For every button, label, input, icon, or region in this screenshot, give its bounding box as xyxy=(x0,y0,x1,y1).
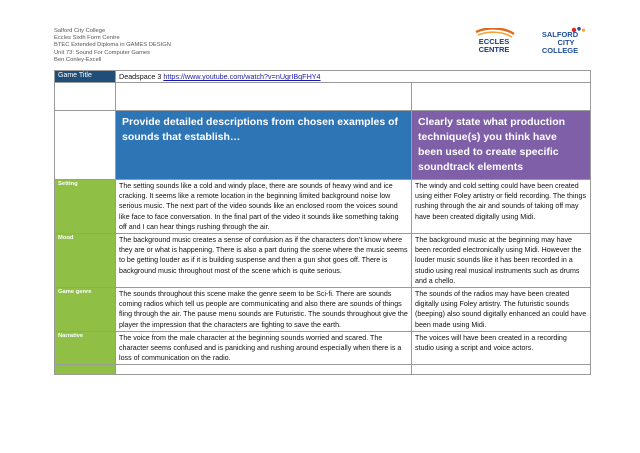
empty-row xyxy=(55,365,591,375)
eccles-logo-text-1: ECCLES xyxy=(478,37,510,46)
empty-row-label xyxy=(55,365,116,375)
row-label-mood: Mood xyxy=(55,234,116,288)
setting-description: The setting sounds like a cold and windy place, there are sounds of heavy wind and ice cracking. It seems like a remote location in the beginning limited background noise low serious music. The next part of the video sounds like an enclosed room the voices sound like face to face conversation. In the final part of the video it sounds like something taking off and I can hear things rushing through the air. xyxy=(116,180,412,234)
genre-technique: The sounds of the radios may have been created digitally using Foley artistry. The futuristic sounds (beeping) also sound digitally enhanced an could have been made using Midi. xyxy=(412,288,591,332)
spacer-cell xyxy=(55,83,116,111)
spacer-cell xyxy=(116,83,412,111)
setting-technique: The windy and cold setting could have been created using either Foley artistry or field recording. The things rushing through the air and sounds of taking off may have been created digitally using Midi. xyxy=(412,180,591,234)
salford-logo-text-2: CITY xyxy=(557,38,575,47)
table-row xyxy=(55,234,591,288)
centre-name: Eccles Sixth Form Centre xyxy=(54,35,120,42)
empty-cell xyxy=(116,365,412,375)
salford-city-college-logo xyxy=(530,26,592,56)
game-title-text: Deadspace 3 xyxy=(119,72,164,81)
mood-technique: The background music at the beginning may have been recorded electronically using Midi. However the louder music sounds like it has been recorded in a studio using real musical instruments such as drums and a chello. xyxy=(412,234,591,288)
college-name: Salford City College xyxy=(54,28,106,34)
eccles-centre-logo xyxy=(470,28,518,54)
mood-description: The background music creates a sense of confusion as if the characters don’t know where they are or what is happening. There is also a part during the scene where the music seems to be getting louder as if it is building suspense and then a gun shot goes off. There is background music throughout most of the scene which is quite serious. xyxy=(116,234,412,288)
row-label-game-genre: Game genre xyxy=(55,288,116,332)
spacer-row xyxy=(55,83,591,111)
empty-cell xyxy=(412,365,591,375)
salford-logo-text-1: SALFORD xyxy=(541,30,579,39)
row-label-setting: Setting xyxy=(55,180,116,234)
header-blank-cell xyxy=(55,111,116,180)
author-name: Ben Conley-Excell xyxy=(54,56,102,63)
eccles-logo-text-2: CENTRE xyxy=(478,45,510,54)
genre-description: The sounds throughout this scene make the genre seem to be Sci-fi. There are sounds coming radios which tell us people are communicating and also there are sounds of things fling through the air. The pause menu sounds are Futuristic. The sounds throughout give the player the impression that the characters are fighting to save the earth. xyxy=(116,288,412,332)
narrative-description: The voice from the male character at the beginning sounds worried and scared. The character seems confused and is panicking and rushing around especially when there is a loss of communication on the radio. xyxy=(116,331,412,365)
narrative-technique: The voices will have been created in a recording studio using a script and voice actors. xyxy=(412,331,591,365)
unit-name: Unit 73: Sound For Computer Games xyxy=(54,49,151,56)
game-title-row xyxy=(55,71,591,83)
table-row xyxy=(55,288,591,332)
table-row xyxy=(55,331,591,365)
spacer-cell xyxy=(412,83,591,111)
youtube-link[interactable]: https://www.youtube.com/watch?v=nUgrIBqFHY4 xyxy=(163,72,321,81)
salford-logo-text-3: COLLEGE xyxy=(541,46,579,55)
row-label-narrative: Narrative xyxy=(55,331,116,365)
question-2-header: Clearly state what production technique(s) you think have been used to create specific soundtrack elements xyxy=(412,111,591,180)
game-title-label: Game Title xyxy=(55,71,116,83)
table-row xyxy=(55,180,591,234)
document-header xyxy=(54,28,171,64)
question-1-header: Provide detailed descriptions from chosen examples of sounds that establish… xyxy=(116,111,412,180)
column-header-row xyxy=(55,111,591,180)
sound-analysis-table xyxy=(54,70,591,375)
game-title-value xyxy=(116,71,591,83)
course-name: BTEC Extended Diploma in GAMES DESIGN xyxy=(54,42,171,49)
